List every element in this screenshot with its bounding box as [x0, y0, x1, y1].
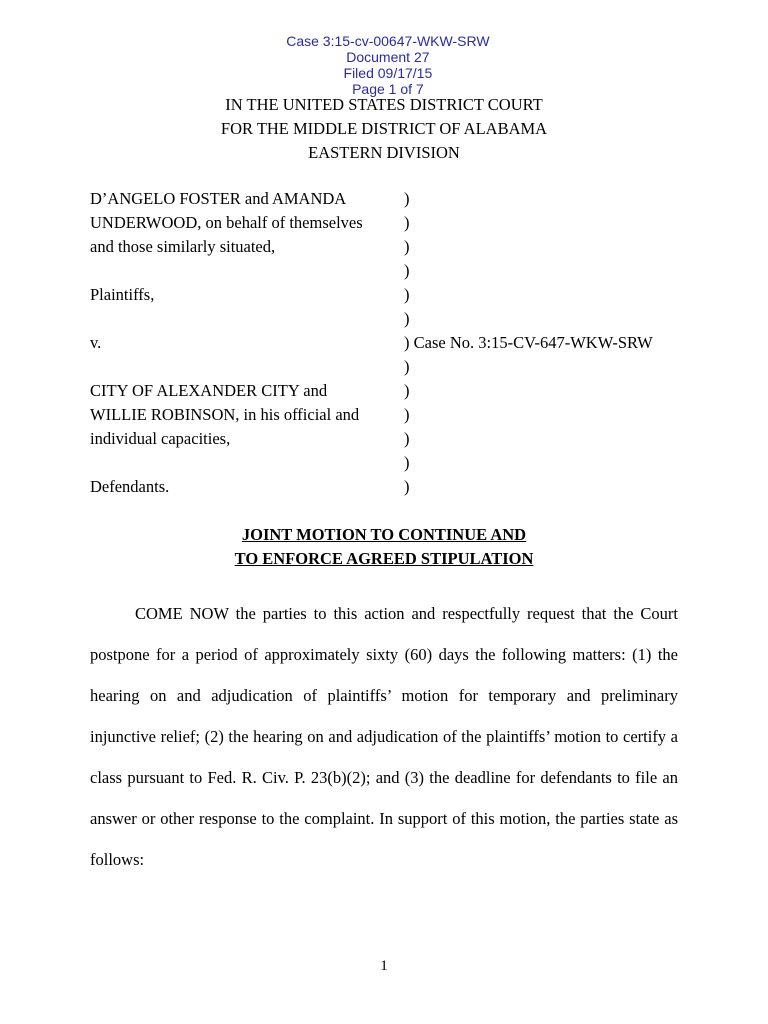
caption-party-text: WILLIE ROBINSON, in his official and — [90, 405, 360, 424]
caption-defendants-label: Defendants. — [90, 477, 170, 496]
page-number: 1 — [380, 958, 388, 974]
ecf-document-number: Document 27 — [346, 49, 430, 65]
caption-divider: ) — [404, 237, 410, 256]
caption-versus: v. — [90, 333, 102, 352]
caption-party-text: and those similarly situated, — [90, 237, 276, 256]
caption-row — [90, 187, 690, 211]
caption-row — [90, 379, 690, 403]
caption-party-text: individual capacities, — [90, 429, 231, 448]
caption-divider: ) — [404, 381, 410, 400]
ecf-case-number: Case 3:15-cv-00647-WKW-SRW — [286, 33, 490, 49]
caption-row — [90, 283, 690, 307]
caption-party-text: D’ANGELO FOSTER and AMANDA — [90, 189, 347, 208]
court-heading — [0, 93, 768, 165]
court-heading-line: FOR THE MIDDLE DISTRICT OF ALABAMA — [220, 119, 548, 138]
court-heading-line: EASTERN DIVISION — [308, 143, 460, 162]
ecf-filing-header — [0, 17, 768, 97]
ecf-filed-date: Filed 09/17/15 — [343, 65, 433, 81]
caption-divider: ) — [404, 261, 410, 280]
motion-title-line: JOINT MOTION TO CONTINUE AND — [241, 525, 527, 544]
caption-row — [90, 451, 690, 475]
caption-party-text: CITY OF ALEXANDER CITY and — [90, 381, 328, 400]
caption-row — [90, 427, 690, 451]
motion-title-line: TO ENFORCE AGREED STIPULATION — [234, 549, 534, 568]
caption-divider: ) — [404, 429, 410, 448]
caption-row — [90, 211, 690, 235]
court-heading-line: IN THE UNITED STATES DISTRICT COURT — [225, 95, 543, 114]
caption-case-number: ) Case No. 3:15-CV-647-WKW-SRW — [404, 333, 653, 352]
caption-divider: ) — [404, 477, 410, 496]
caption-divider: ) — [404, 453, 410, 472]
caption-row — [90, 307, 690, 331]
caption-party-text: UNDERWOOD, on behalf of themselves — [90, 213, 363, 232]
motion-title — [0, 523, 768, 571]
caption-divider: ) — [404, 285, 410, 304]
caption-row — [90, 355, 690, 379]
caption-row — [90, 331, 690, 355]
caption-divider: ) — [404, 213, 410, 232]
caption-divider: ) — [404, 189, 410, 208]
caption-plaintiffs-label: Plaintiffs, — [90, 285, 155, 304]
caption-row — [90, 235, 690, 259]
ecf-page-count: Page 1 of 7 — [352, 81, 424, 97]
motion-body-paragraph: COME NOW the parties to this action and respectfully request that the Court postpone for a period of approximately sixty (60) days the following matters: (1) the hearing on and adjudication of plaintiffs’ motion for temporary and preliminary injunctive relief; (2) the hearing on and adjudication of the plaintiffs’ motion to certify a class pursuant to Fed. R. Civ. P. 23(b)(2); and (3) the deadline for defendants to file an answer or other response to the complaint. In support of this motion, the parties state as follows: — [90, 604, 678, 869]
caption-divider: ) — [404, 405, 410, 424]
caption-divider: ) — [404, 357, 410, 376]
case-caption — [90, 187, 690, 499]
caption-divider: ) — [404, 309, 410, 328]
caption-row — [90, 259, 690, 283]
caption-row — [90, 475, 690, 499]
caption-row — [90, 403, 690, 427]
